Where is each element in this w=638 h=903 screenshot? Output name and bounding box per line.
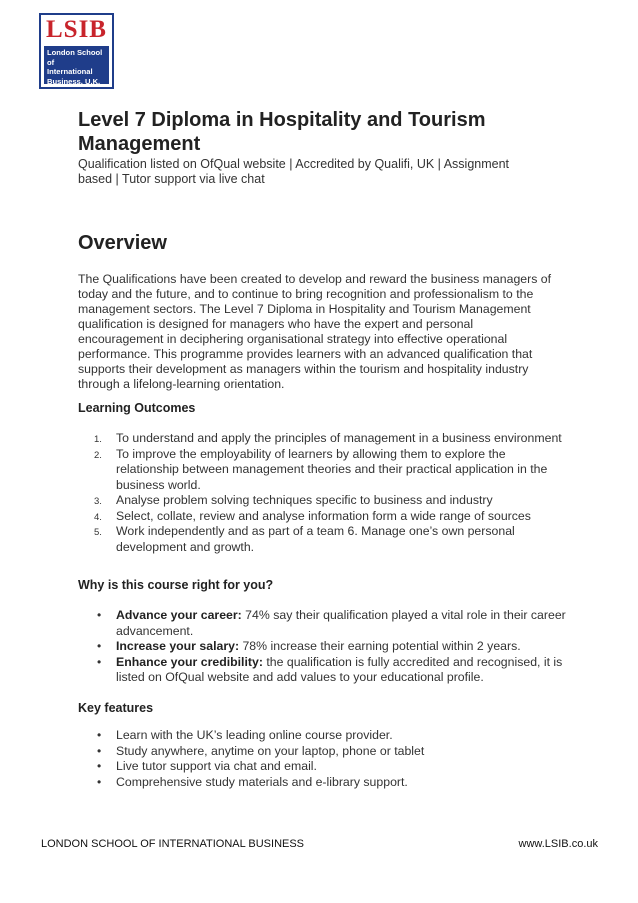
list-item: • Increase your salary: 78% increase their earning potential within 2 years.	[97, 639, 521, 653]
page-title: Level 7 Diploma in Hospitality and Tourism Management	[78, 109, 486, 155]
why-course-heading: Why is this course right for you?	[78, 578, 274, 592]
bullet-icon: •	[97, 759, 102, 773]
list-item: • Learn with the UK’s leading online course provider.	[97, 728, 393, 742]
key-features-list	[78, 728, 568, 790]
list-item: 2. To improve the employability of learners by allowing them to explore the relationship between management theories and their practical application in the business world.	[94, 446, 548, 492]
page-subtitle: Qualification listed on OfQual website | Accredited by Qualifi, UK | Assignment based | Tutor support via live chat	[78, 157, 510, 186]
footer-website: www.LSIB.co.uk	[518, 838, 598, 850]
logo-line: London School of	[47, 48, 103, 67]
bullet-icon: •	[97, 774, 102, 789]
bullet-icon: •	[97, 608, 102, 622]
list-item: 1. To understand and apply the principles of management in a business environment	[94, 431, 562, 445]
key-features-heading: Key features	[78, 701, 154, 715]
list-item: • Comprehensive study materials and e-library support.	[97, 774, 408, 789]
bullet-icon: •	[97, 728, 102, 742]
logo-line: Business, U.K.	[47, 76, 101, 86]
overview-heading: Overview	[78, 232, 167, 254]
list-item: • Study anywhere, anytime on your laptop, phone or tablet	[97, 743, 425, 758]
lsib-logo	[39, 13, 114, 89]
logo-line: International	[47, 67, 93, 76]
bullet-icon: •	[97, 639, 102, 653]
logo-text-box	[44, 46, 109, 84]
overview-text: The Qualifications have been created to develop and reward the business managers of today and the future, and to continue to bring recognition and professionalism to the management sectors. The Level 7 Diploma in Hospitality and Tourism Management qualification is designed for managers who have the expert and personal encouragement in deciphering organisational strategy into effective operational performance. This programme provides learners with an advanced qualification that supports their development as managers within the tourism and hospitality industry through a lifelong-learning orientation.	[78, 272, 552, 391]
footer-school-name: LONDON SCHOOL OF INTERNATIONAL BUSINESS	[41, 838, 305, 850]
learning-outcomes-list	[78, 431, 568, 555]
list-item: • Enhance your credibility: the qualification is fully accredited and recognised, it is listed on OfQual website and add values to your educational profile.	[97, 654, 563, 684]
bullet-icon: •	[97, 743, 102, 758]
bullet-icon: •	[97, 654, 102, 669]
list-item: 3. Analyse problem solving techniques specific to business and industry	[94, 493, 493, 507]
list-item: 4. Select, collate, review and analyse information form a wide range of sources	[94, 508, 531, 523]
logo-title: LSIB	[46, 16, 107, 43]
list-item: • Live tutor support via chat and email.	[97, 759, 317, 773]
list-item: • Advance your career: 74% say their qualification played a vital role in their career advancement.	[97, 608, 566, 638]
why-course-list	[78, 608, 568, 686]
list-item: 5. Work independently and as part of a team 6. Manage one’s own personal development and growth.	[94, 524, 515, 554]
learning-outcomes-heading: Learning Outcomes	[78, 401, 196, 415]
